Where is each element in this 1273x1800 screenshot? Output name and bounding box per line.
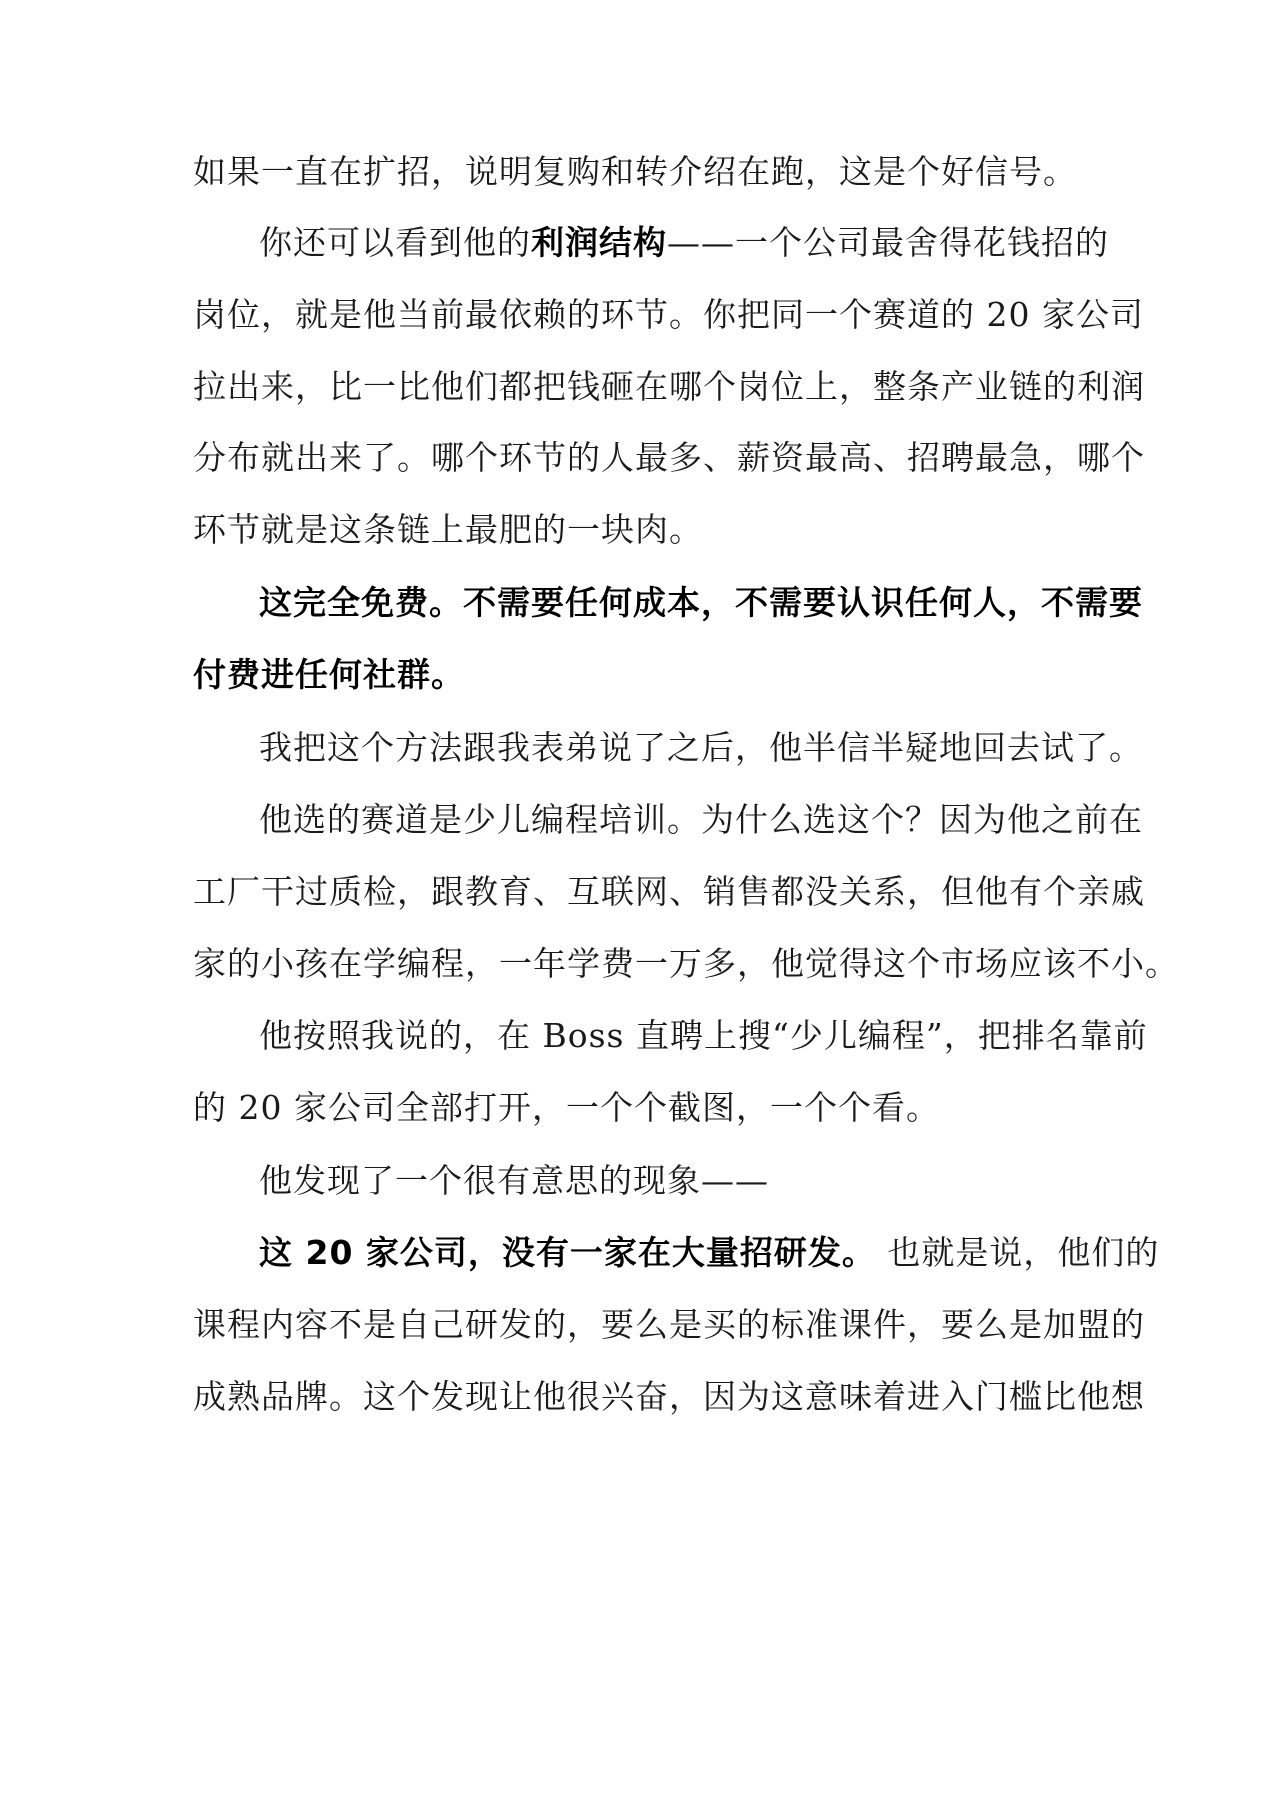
paragraph-line [193,1377,1145,1417]
paragraph-line [259,1016,1148,1056]
paragraph-line [259,1161,769,1201]
text-segment: 我把这个方法跟我表弟说了之后，他半信半疑地回去试了。 [259,728,1143,767]
bold-text-segment: 这完全免费。不需要任何成本，不需要认识任何人，不需要 [259,583,1143,622]
text-segment: 课程内容不是自己研发的，要么是买的标准课件，要么是加盟的 [193,1305,1145,1344]
text-segment: 分布就出来了。哪个环节的人最多、薪资最高、招聘最急，哪个 [193,438,1145,477]
paragraph-line [193,367,1145,407]
paragraph-line [193,510,703,550]
paragraph-line [193,655,465,695]
text-segment: 的 20 家公司全部打开，一个个截图，一个个看。 [193,1088,940,1127]
text-segment: ——一个公司最舍得花钱招的 [667,223,1109,262]
paragraph-line [259,800,1143,840]
bold-text-segment: 利润结构 [531,223,667,262]
paragraph-line [259,728,1143,768]
paragraph-line [259,583,1143,623]
text-segment: 工厂干过质检，跟教育、互联网、销售都没关系，但他有个亲戚 [193,872,1145,911]
text-segment: 成熟品牌。这个发现让他很兴奋，因为这意味着进入门槛比他想 [193,1377,1145,1416]
paragraph-line [193,944,1179,984]
paragraph-line [193,1305,1145,1345]
paragraph-line [193,438,1145,478]
text-segment: 你还可以看到他的 [259,223,531,262]
paragraph-line [193,1088,940,1128]
paragraph-line [193,295,1144,335]
paragraph-line [259,223,1109,263]
text-segment: 他按照我说的，在 Boss 直聘上搜“少儿编程”，把排名靠前 [259,1016,1148,1055]
text-segment: 家的小孩在学编程，一年学费一万多，他觉得这个市场应该不小。 [193,944,1179,983]
text-segment: 环节就是这条链上最肥的一块肉。 [193,510,703,549]
text-segment: 他发现了一个很有意思的现象—— [259,1161,769,1200]
text-segment: 也就是说，他们的 [875,1233,1160,1272]
text-segment: 他选的赛道是少儿编程培训。为什么选这个？因为他之前在 [259,800,1143,839]
bold-text-segment: 付费进任何社群。 [193,655,465,694]
bold-text-segment: 这 20 家公司，没有一家在大量招研发。 [259,1233,876,1272]
text-segment: 岗位，就是他当前最依赖的环节。你把同一个赛道的 20 家公司 [193,295,1144,334]
text-segment: 拉出来，比一比他们都把钱砸在哪个岗位上，整条产业链的利润 [193,367,1145,406]
text-segment: 如果一直在扩招，说明复购和转介绍在跑，这是个好信号。 [193,152,1077,191]
paragraph-line [193,152,1077,192]
paragraph-line [193,872,1145,912]
paragraph-line [259,1233,1159,1273]
